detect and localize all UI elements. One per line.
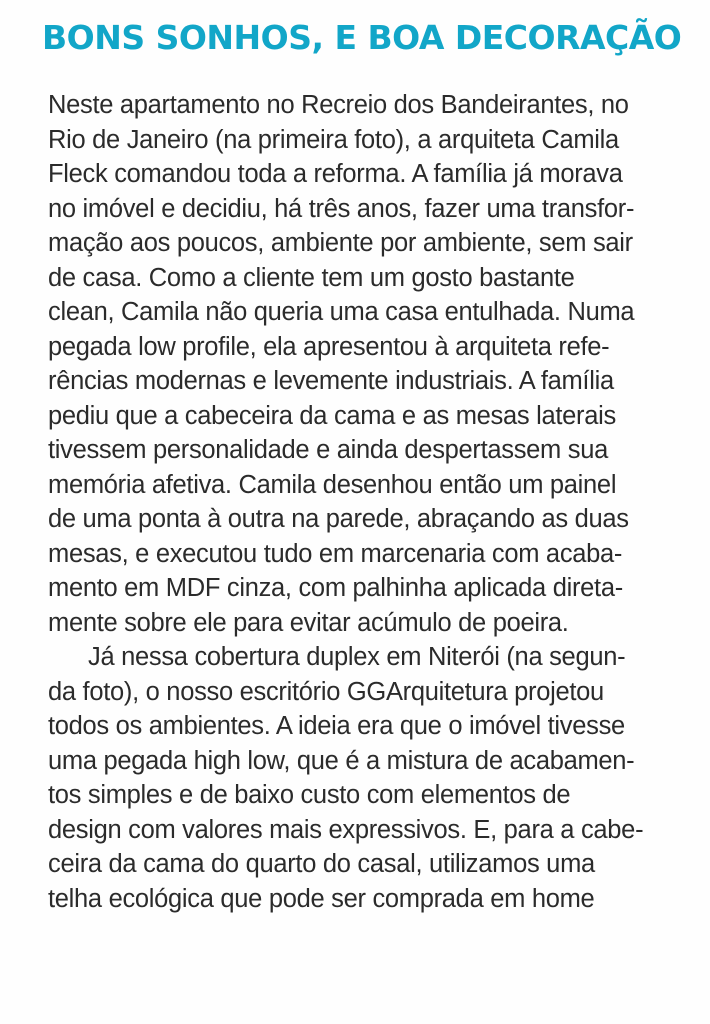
text-line: pegada low profile, ela apresentou à arquiteta refe- xyxy=(48,332,610,361)
text-line: mento em MDF cinza, com palhinha aplicada direta- xyxy=(48,574,623,602)
text-line: de casa. Como a cliente tem um gosto bastante xyxy=(48,263,575,292)
text-line: clean, Camila não queria uma casa entulhada. Numa xyxy=(48,298,635,326)
text-line: tos simples e de baixo custo com elementos de xyxy=(48,781,571,809)
text-line: Rio de Janeiro (na primeira foto), a arquiteta Camila xyxy=(48,125,619,154)
paragraph-1 xyxy=(48,88,698,640)
text-line: mesas, e executou tudo em marcenaria com acaba- xyxy=(48,539,623,568)
text-line: design com valores mais expressivos. E, para a cabe- xyxy=(48,815,644,844)
text-line: mação aos poucos, ambiente por ambiente, sem sair xyxy=(48,229,633,257)
article-body xyxy=(48,88,698,916)
text-line: uma pegada high low, que é a mistura de acabamen- xyxy=(48,746,635,775)
text-line: tivessem personalidade e ainda despertassem sua xyxy=(48,436,608,464)
text-line: Neste apartamento no Recreio dos Bandeirantes, no xyxy=(48,91,629,119)
text-line: Fleck comandou toda a reforma. A família já morava xyxy=(48,160,623,188)
text-line: ceira da cama do quarto do casal, utilizamos uma xyxy=(48,850,595,878)
text-line: rências modernas e levemente industriais. A família xyxy=(48,367,614,395)
text-line: mente sobre ele para evitar acúmulo de poeira. xyxy=(48,608,569,637)
text-line: da foto), o nosso escritório GGArquitetura projetou xyxy=(48,677,604,706)
text-line: todos os ambientes. A ideia era que o imóvel tivesse xyxy=(48,712,625,740)
paragraph-2 xyxy=(48,640,698,916)
text-line: telha ecológica que pode ser comprada em home xyxy=(48,884,595,913)
text-line: Já nessa cobertura duplex em Niterói (na segun- xyxy=(88,643,626,671)
article-headline: BONS SONHOS, E BOA DECORAÇÃO xyxy=(42,18,682,57)
text-line: de uma ponta à outra na parede, abraçando as duas xyxy=(48,505,629,533)
text-line: no imóvel e decidiu, há três anos, fazer uma transfor- xyxy=(48,194,635,223)
text-line: pediu que a cabeceira da cama e as mesas laterais xyxy=(48,401,616,430)
text-line: memória afetiva. Camila desenhou então um painel xyxy=(48,470,617,499)
